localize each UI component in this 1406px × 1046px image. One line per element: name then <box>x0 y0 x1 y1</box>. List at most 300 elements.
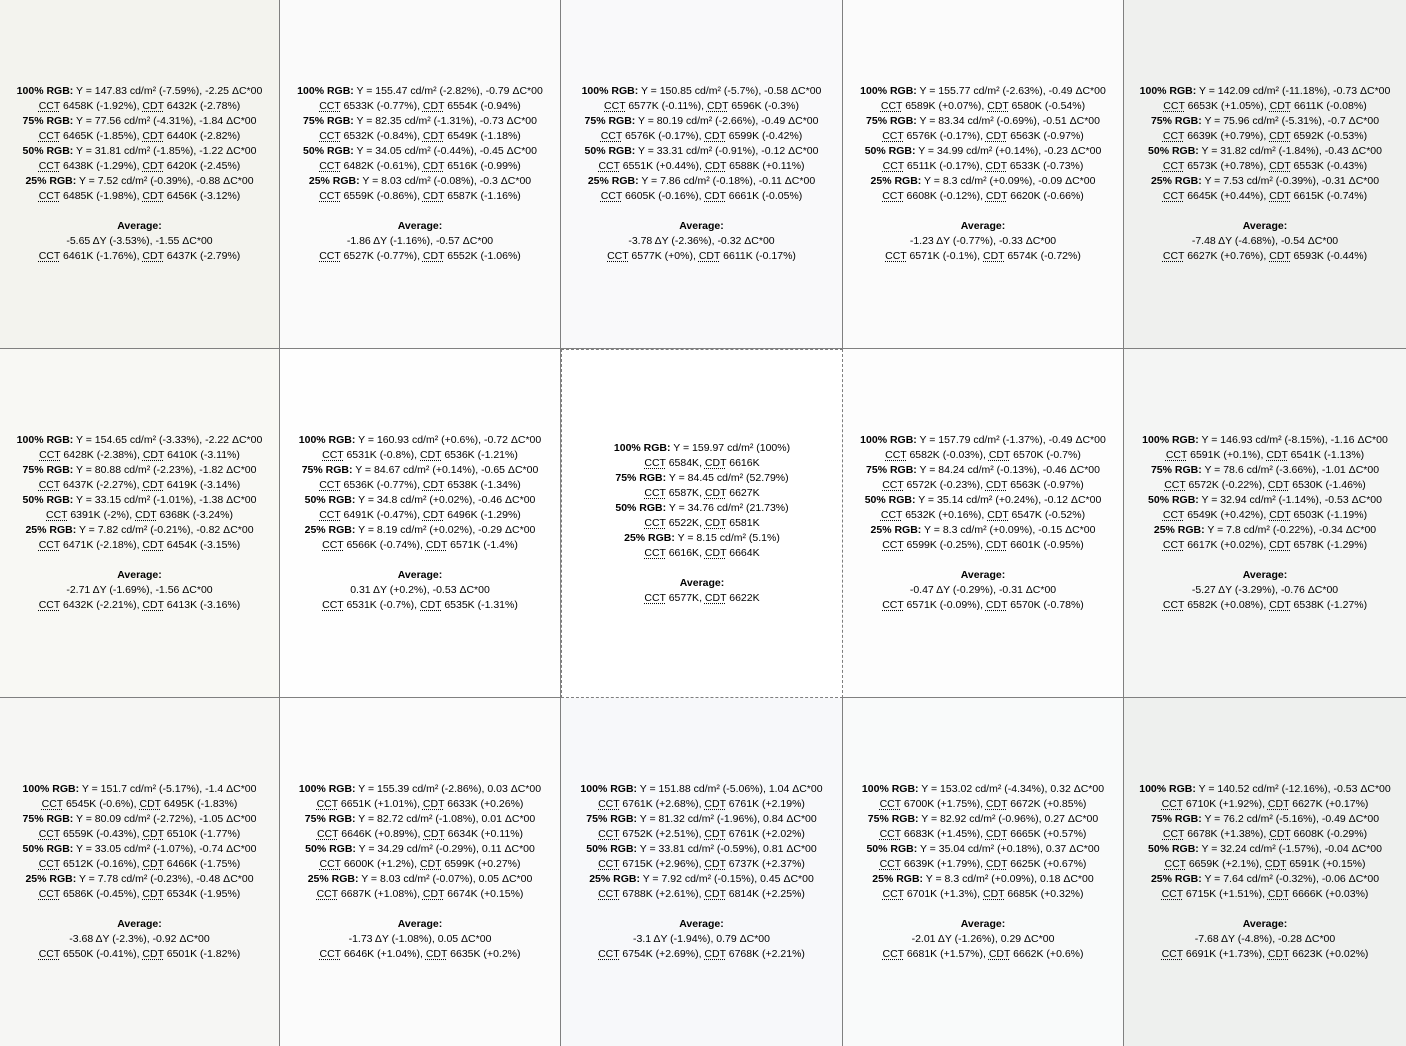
luminance-value: Y = 142.09 cd/m² (-11.18%), -0.73 ΔC*00 <box>1198 85 1391 97</box>
average-delta: -3.68 ΔY (-2.3%), -0.92 ΔC*00 <box>69 933 210 945</box>
cct-abbr: CCT <box>1161 798 1183 810</box>
temperature-line: CCT 6582K (+0.08%), CDT 6538K (-1.27%) <box>1162 599 1368 611</box>
luminance-value: Y = 157.79 cd/m² (-1.37%), -0.49 ΔC*00 <box>919 434 1106 446</box>
cdt-abbr: CDT <box>422 888 445 900</box>
average-delta: -5.27 ΔY (-3.29%), -0.76 ΔC*00 <box>1191 584 1339 596</box>
luminance-value: Y = 33.15 cd/m² (-1.01%), -1.38 ΔC*00 <box>76 494 257 506</box>
level-label: 25% RGB: <box>1150 873 1202 885</box>
level-label: 50% RGB: <box>1148 843 1199 855</box>
level-label: 50% RGB: <box>22 843 74 855</box>
cdt-abbr: CDT <box>1269 190 1291 202</box>
luminance-value: Y = 151.7 cd/m² (-5.17%), -1.4 ΔC*00 <box>81 783 257 795</box>
cdt-abbr: CDT <box>704 948 726 960</box>
temperature-line: CCT 6599K (-0.25%), CDT 6601K (-0.95%) <box>882 539 1084 551</box>
cct-abbr: CCT <box>38 160 61 172</box>
cdt-value: 6633K (+0.26%) <box>447 798 524 810</box>
cct-abbr: CCT <box>604 100 626 112</box>
temperature-line: CCT 6589K (+0.07%), CDT 6580K (-0.54%) <box>880 100 1086 112</box>
luminance-line <box>1124 812 1406 827</box>
temperature-line: CCT 6646K (+0.89%), CDT 6634K (+0.11%) <box>316 828 524 840</box>
luminance-value: Y = 155.39 cd/m² (-2.86%), 0.03 ΔC*00 <box>358 783 542 795</box>
luminance-line <box>843 493 1123 508</box>
cct-abbr: CCT <box>1165 449 1188 461</box>
cct-abbr: CCT <box>1162 539 1185 551</box>
cct-abbr: CCT <box>644 457 666 469</box>
luminance-value: Y = 8.03 cd/m² (-0.07%), 0.05 ΔC*00 <box>361 873 533 885</box>
cct-abbr: CCT <box>319 479 341 491</box>
cct-abbr: CCT <box>598 948 620 960</box>
luminance-line <box>562 531 842 546</box>
cct-value: 6691K (+1.73%) <box>1185 948 1263 960</box>
luminance-value: Y = 33.81 cd/m² (-0.59%), 0.81 ΔC*00 <box>639 843 817 855</box>
cdt-abbr: CDT <box>985 539 1008 551</box>
cct-value: 6432K (-2.21%) <box>63 599 137 611</box>
luminance-line <box>0 812 279 827</box>
luminance-value: Y = 154.65 cd/m² (-3.33%), -2.22 ΔC*00 <box>76 434 263 446</box>
temperature-line: CCT 6458K (-1.92%), CDT 6432K (-2.78%) <box>38 100 241 112</box>
cct-value: 6646K (+1.04%) <box>343 948 420 960</box>
temperature-line: CCT 6428K (-2.38%), CDT 6410K (-3.11%) <box>39 449 240 461</box>
cct-value: 6752K (+2.51%) <box>622 828 699 840</box>
temperature-line: CCT 6577K, CDT 6622K <box>644 592 760 604</box>
cdt-abbr: CDT <box>706 100 729 112</box>
cdt-value: 6616K <box>729 457 760 469</box>
cct-value: 6465K (-1.85%) <box>63 130 137 142</box>
reference-cell <box>561 349 843 698</box>
temperature-line: CCT 6752K (+2.51%), CDT 6761K (+2.02%) <box>598 828 805 840</box>
cct-value: 6651K (+1.01%) <box>340 798 418 810</box>
luminance-value: Y = 34.05 cd/m² (-0.44%), -0.45 ΔC*00 <box>356 145 537 157</box>
average-delta: 0.31 ΔY (+0.2%), -0.53 ΔC*00 <box>350 584 490 596</box>
cdt-abbr: CDT <box>1269 599 1291 611</box>
luminance-value: Y = 34.99 cd/m² (+0.14%), -0.23 ΔC*00 <box>918 145 1102 157</box>
cct-abbr: CCT <box>598 828 620 840</box>
cdt-value: 6581K <box>729 517 760 529</box>
temperature-line: CCT 6571K (-0.09%), CDT 6570K (-0.78%) <box>882 599 1084 611</box>
level-label: 100% RGB: <box>581 85 639 97</box>
cdt-abbr: CDT <box>422 479 445 491</box>
temperature-line: CCT 6659K (+2.1%), CDT 6591K (+0.15%) <box>1164 858 1366 870</box>
cct-abbr: CCT <box>879 798 901 810</box>
cdt-abbr: CDT <box>422 160 445 172</box>
luminance-line <box>0 493 279 508</box>
cct-abbr: CCT <box>319 100 341 112</box>
luminance-value: Y = 33.31 cd/m² (-0.91%), -0.12 ΔC*00 <box>638 145 819 157</box>
average-delta: -3.78 ΔY (-2.36%), -0.32 ΔC*00 <box>628 235 775 247</box>
level-label: 100% RGB: <box>1142 434 1199 446</box>
cct-abbr: CCT <box>319 858 341 870</box>
cct-abbr: CCT <box>38 130 61 142</box>
cct-value: 6571K (-0.1%) <box>909 250 978 262</box>
cct-abbr: CCT <box>316 888 338 900</box>
cdt-abbr: CDT <box>139 798 161 810</box>
luminance-line <box>280 174 560 189</box>
luminance-value: Y = 150.85 cd/m² (-5.7%), -0.58 ΔC*00 <box>640 85 822 97</box>
cdt-abbr: CDT <box>704 798 726 810</box>
luminance-line <box>1124 114 1406 129</box>
luminance-line <box>1124 144 1406 159</box>
luminance-value: Y = 155.47 cd/m² (-2.82%), -0.79 ΔC*00 <box>356 85 543 97</box>
luminance-line <box>280 144 560 159</box>
cdt-value: 6601K (-0.95%) <box>1010 539 1084 551</box>
cdt-abbr: CDT <box>983 250 1005 262</box>
cct-value: 6545K (-0.6%) <box>65 798 134 810</box>
luminance-line <box>843 84 1123 99</box>
cct-value: 6536K (-0.77%) <box>343 479 418 491</box>
level-label: 50% RGB: <box>866 843 918 855</box>
level-label: 100% RGB: <box>22 783 80 795</box>
cct-abbr: CCT <box>38 539 61 551</box>
cdt-value: 6665K (+0.57%) <box>1010 828 1087 840</box>
cdt-value: 6440K (-2.82%) <box>166 130 241 142</box>
luminance-value: Y = 84.67 cd/m² (+0.14%), -0.65 ΔC*00 <box>355 464 539 476</box>
cct-value: 6646K (+0.89%) <box>341 828 418 840</box>
cct-abbr: CCT <box>1163 100 1185 112</box>
luminance-value: Y = 78.6 cd/m² (-3.66%), -1.01 ΔC*00 <box>1204 464 1380 476</box>
cdt-value: 6666K (+0.03%) <box>1292 888 1369 900</box>
cdt-abbr: CDT <box>142 130 164 142</box>
average-title: Average: <box>397 220 443 232</box>
cct-value: 6576K (-0.17%) <box>906 130 981 142</box>
cdt-value: 6627K (+0.17%) <box>1292 798 1369 810</box>
cdt-abbr: CDT <box>142 858 164 870</box>
cdt-abbr: CDT <box>1269 130 1291 142</box>
temperature-line: CCT 6651K (+1.01%), CDT 6633K (+0.26%) <box>316 798 524 810</box>
cdt-value: 6580K (-0.54%) <box>1011 100 1086 112</box>
luminance-value: Y = 80.19 cd/m² (-2.66%), -0.49 ΔC*00 <box>638 115 819 127</box>
cdt-value: 6761K (+2.02%) <box>728 828 805 840</box>
cct-abbr: CCT <box>316 798 338 810</box>
cct-value: 6639K (+1.79%) <box>903 858 981 870</box>
luminance-value: Y = 7.64 cd/m² (-0.32%), -0.06 ΔC*00 <box>1204 873 1380 885</box>
cdt-value: 6625K (+0.67%) <box>1010 858 1087 870</box>
cct-abbr: CCT <box>1162 160 1185 172</box>
luminance-line <box>843 782 1123 797</box>
cdt-abbr: CDT <box>142 539 164 551</box>
cdt-value: 6368K (-3.24%) <box>159 509 233 521</box>
level-label: 100% RGB: <box>860 85 917 97</box>
cct-abbr: CCT <box>885 250 907 262</box>
cct-value: 6559K (-0.43%) <box>63 828 137 840</box>
luminance-line <box>280 842 560 857</box>
cdt-value: 6623K (+0.02%) <box>1292 948 1369 960</box>
temperature-line: CCT 6531K (-0.8%), CDT 6536K (-1.21%) <box>322 449 518 461</box>
luminance-value: Y = 35.14 cd/m² (+0.24%), -0.12 ΔC*00 <box>918 494 1102 506</box>
cct-abbr: CCT <box>38 948 61 960</box>
cct-value: 6461K (-1.76%) <box>63 250 137 262</box>
cct-value: 6582K (+0.08%) <box>1187 599 1264 611</box>
temperature-line: CCT 6582K (-0.03%), CDT 6570K (-0.7%) <box>885 449 1081 461</box>
cct-value: 6531K (-0.8%) <box>346 449 415 461</box>
cdt-value: 6547K (-0.52%) <box>1011 509 1086 521</box>
temperature-line: CCT 6576K (-0.17%), CDT 6563K (-0.97%) <box>882 130 1084 142</box>
cct-value: 6572K (-0.22%) <box>1188 479 1263 491</box>
average-delta: -7.68 ΔY (-4.8%), -0.28 ΔC*00 <box>1194 933 1336 945</box>
cct-value: 6586K (-0.45%) <box>63 888 137 900</box>
cdt-value: 6622K <box>729 592 760 604</box>
cdt-abbr: CDT <box>422 250 445 262</box>
cdt-value: 6634K (+0.11%) <box>447 828 524 840</box>
cct-abbr: CCT <box>322 539 344 551</box>
luminance-line <box>0 174 279 189</box>
cct-abbr: CCT <box>644 547 666 559</box>
level-label: 75% RGB: <box>301 464 353 476</box>
cdt-abbr: CDT <box>985 190 1008 202</box>
luminance-value: Y = 31.82 cd/m² (-1.84%), -0.43 ΔC*00 <box>1201 145 1382 157</box>
cdt-abbr: CDT <box>704 547 727 559</box>
cdt-value: 6501K (-1.82%) <box>166 948 241 960</box>
level-label: 100% RGB: <box>860 434 917 446</box>
luminance-line <box>280 872 560 887</box>
cct-abbr: CCT <box>319 948 341 960</box>
luminance-line <box>1124 463 1406 478</box>
temperature-line: CCT 6608K (-0.12%), CDT 6620K (-0.66%) <box>882 190 1084 202</box>
luminance-value: Y = 140.52 cd/m² (-12.16%), -0.53 ΔC*00 <box>1198 783 1391 795</box>
luminance-line <box>280 523 560 538</box>
luminance-value: Y = 34.76 cd/m² (21.73%) <box>668 502 789 514</box>
cct-value: 6645K (+0.44%) <box>1187 190 1264 202</box>
temperature-line: CCT 6572K (-0.22%), CDT 6530K (-1.46%) <box>1164 479 1366 491</box>
cdt-abbr: CDT <box>422 798 445 810</box>
cdt-value: 6530K (-1.46%) <box>1292 479 1366 491</box>
temperature-line: CCT 6645K (+0.44%), CDT 6615K (-0.74%) <box>1162 190 1368 202</box>
luminance-value: Y = 8.3 cd/m² (+0.09%), 0.18 ΔC*00 <box>925 873 1094 885</box>
temperature-line: CCT 6646K (+1.04%), CDT 6635K (+0.2%) <box>319 948 521 960</box>
temperature-line: CCT 6587K, CDT 6627K <box>644 487 760 499</box>
level-label: 100% RGB: <box>861 783 919 795</box>
cdt-value: 6413K (-3.16%) <box>166 599 241 611</box>
level-label: 75% RGB: <box>1150 813 1202 825</box>
cct-abbr: CCT <box>1162 250 1185 262</box>
cct-abbr: CCT <box>322 449 344 461</box>
cdt-value: 6674K (+0.15%) <box>447 888 524 900</box>
temperature-line: CCT 6687K (+1.08%), CDT 6674K (+0.15%) <box>316 888 524 900</box>
temperature-line: CCT 6616K, CDT 6664K <box>644 547 760 559</box>
cdt-value: 6588K (+0.11%) <box>729 160 805 172</box>
temperature-line: CCT 6465K (-1.85%), CDT 6440K (-2.82%) <box>38 130 241 142</box>
cdt-value: 6685K (+0.32%) <box>1007 888 1084 900</box>
cct-value: 6485K (-1.98%) <box>63 190 137 202</box>
cdt-abbr: CDT <box>1267 948 1290 960</box>
cct-value: 6600K (+1.2%) <box>343 858 415 870</box>
level-label: 25% RGB: <box>1150 175 1202 187</box>
cdt-abbr: CDT <box>420 858 442 870</box>
temperature-line: CCT 6485K (-1.98%), CDT 6456K (-3.12%) <box>38 190 241 202</box>
cdt-value: 6503K (-1.19%) <box>1293 509 1368 521</box>
temperature-line: CCT 6573K (+0.78%), CDT 6553K (-0.43%) <box>1162 160 1368 172</box>
cct-value: 6710K (+1.92%) <box>1185 798 1263 810</box>
luminance-value: Y = 32.24 cd/m² (-1.57%), -0.04 ΔC*00 <box>1201 843 1382 855</box>
cct-abbr: CCT <box>598 888 620 900</box>
luminance-line <box>280 782 560 797</box>
cdt-abbr: CDT <box>988 449 1011 461</box>
luminance-value: Y = 151.88 cd/m² (-5.06%), 1.04 ΔC*00 <box>639 783 823 795</box>
cdt-value: 6420K (-2.45%) <box>166 160 241 172</box>
luminance-value: Y = 160.93 cd/m² (+0.6%), -0.72 ΔC*00 <box>358 434 542 446</box>
cdt-abbr: CDT <box>988 948 1011 960</box>
luminance-line <box>1124 523 1406 538</box>
luminance-value: Y = 84.24 cd/m² (-0.13%), -0.46 ΔC*00 <box>919 464 1100 476</box>
level-label: 75% RGB: <box>22 115 74 127</box>
cdt-abbr: CDT <box>422 190 445 202</box>
cct-value: 6550K (-0.41%) <box>63 948 137 960</box>
cct-value: 6437K (-2.27%) <box>63 479 137 491</box>
level-label: 25% RGB: <box>589 873 640 885</box>
level-label: 25% RGB: <box>25 873 77 885</box>
cdt-abbr: CDT <box>698 250 721 262</box>
luminance-value: Y = 80.88 cd/m² (-2.23%), -1.82 ΔC*00 <box>76 464 257 476</box>
cct-value: 6512K (-0.16%) <box>63 858 137 870</box>
temperature-line: CCT 6572K (-0.23%), CDT 6563K (-0.97%) <box>882 479 1084 491</box>
temperature-line: CCT 6683K (+1.45%), CDT 6665K (+0.57%) <box>879 828 1087 840</box>
luminance-value: Y = 84.45 cd/m² (52.79%) <box>668 472 789 484</box>
cct-value: 6591K (+0.1%) <box>1190 449 1261 461</box>
cdt-value: 6553K (-0.43%) <box>1293 160 1368 172</box>
temperature-line: CCT 6586K (-0.45%), CDT 6534K (-1.95%) <box>38 888 241 900</box>
measurement-cell <box>843 698 1124 1046</box>
temperature-line: CCT 6482K (-0.61%), CDT 6516K (-0.99%) <box>319 160 521 172</box>
cdt-value: 6538K (-1.27%) <box>1293 599 1368 611</box>
cdt-value: 6574K (-0.72%) <box>1007 250 1081 262</box>
average-title: Average: <box>117 569 162 581</box>
temperature-line: CCT 6617K (+0.02%), CDT 6578K (-1.29%) <box>1162 539 1368 551</box>
cct-abbr: CCT <box>1162 599 1185 611</box>
luminance-line <box>1124 174 1406 189</box>
luminance-line <box>843 812 1123 827</box>
cct-value: 6531K (-0.7%) <box>346 599 415 611</box>
cct-abbr: CCT <box>1161 948 1183 960</box>
cdt-abbr: CDT <box>422 100 445 112</box>
luminance-line <box>561 174 842 189</box>
measurement-cell <box>280 0 561 349</box>
cct-abbr: CCT <box>38 250 61 262</box>
cdt-abbr: CDT <box>142 888 164 900</box>
temperature-line: CCT 6701K (+1.3%), CDT 6685K (+0.32%) <box>882 888 1084 900</box>
cct-value: 6511K (-0.17%) <box>906 160 980 172</box>
luminance-value: Y = 31.81 cd/m² (-1.85%), -1.22 ΔC*00 <box>76 145 257 157</box>
level-label: 50% RGB: <box>584 145 636 157</box>
temperature-line: CCT 6461K (-1.76%), CDT 6437K (-2.79%) <box>38 250 241 262</box>
luminance-line <box>561 114 842 129</box>
temperature-line: CCT 6551K (+0.44%), CDT 6588K (+0.11%) <box>598 160 805 172</box>
cdt-abbr: CDT <box>985 798 1008 810</box>
luminance-line <box>0 842 279 857</box>
cct-abbr: CCT <box>644 592 666 604</box>
cct-abbr: CCT <box>319 130 341 142</box>
luminance-value: Y = 82.92 cd/m² (-0.96%), 0.27 ΔC*00 <box>921 813 1099 825</box>
level-label: 100% RGB: <box>16 85 74 97</box>
temperature-line: CCT 6532K (+0.16%), CDT 6547K (-0.52%) <box>880 509 1086 521</box>
luminance-line <box>1124 872 1406 887</box>
luminance-line <box>0 523 279 538</box>
cdt-value: 6536K (-1.21%) <box>444 449 518 461</box>
luminance-value: Y = 159.97 cd/m² (100%) <box>673 442 791 454</box>
luminance-line <box>0 782 279 797</box>
cdt-abbr: CDT <box>1267 479 1290 491</box>
cdt-abbr: CDT <box>423 828 445 840</box>
cct-abbr: CCT <box>882 130 904 142</box>
cdt-abbr: CDT <box>142 160 164 172</box>
cct-value: 6678K (+1.38%) <box>1187 828 1264 840</box>
cct-value: 6754K (+2.69%) <box>622 948 699 960</box>
temperature-line: CCT 6437K (-2.27%), CDT 6419K (-3.14%) <box>38 479 241 491</box>
level-label: 100% RGB: <box>297 85 354 97</box>
cct-value: 6527K (-0.77%) <box>343 250 418 262</box>
cct-abbr: CCT <box>600 190 623 202</box>
cct-value: 6683K (+1.45%) <box>903 828 981 840</box>
temperature-line: CCT 6715K (+1.51%), CDT 6666K (+0.03%) <box>1161 888 1369 900</box>
cdt-value: 6620K (-0.66%) <box>1010 190 1084 202</box>
level-label: 75% RGB: <box>866 464 917 476</box>
cct-value: 6687K (+1.08%) <box>340 888 418 900</box>
luminance-line <box>561 144 842 159</box>
luminance-line <box>843 114 1123 129</box>
average-delta: -5.65 ΔY (-3.53%), -1.55 ΔC*00 <box>66 235 213 247</box>
average-title: Average: <box>960 220 1006 232</box>
luminance-value: Y = 8.03 cd/m² (-0.08%), -0.3 ΔC*00 <box>362 175 532 187</box>
average-title: Average: <box>1242 918 1288 930</box>
cdt-abbr: CDT <box>704 888 726 900</box>
cdt-abbr: CDT <box>1266 449 1288 461</box>
luminance-value: Y = 82.72 cd/m² (-1.08%), 0.01 ΔC*00 <box>358 813 536 825</box>
luminance-value: Y = 7.78 cd/m² (-0.23%), -0.48 ΔC*00 <box>78 873 254 885</box>
cdt-value: 6541K (-1.13%) <box>1290 449 1365 461</box>
cct-abbr: CCT <box>1161 888 1183 900</box>
cdt-abbr: CDT <box>704 592 727 604</box>
luminance-line <box>0 872 279 887</box>
cdt-value: 6454K (-3.15%) <box>166 539 241 551</box>
cdt-value: 6456K (-3.12%) <box>166 190 241 202</box>
cdt-abbr: CDT <box>985 858 1008 870</box>
cdt-abbr: CDT <box>1267 798 1290 810</box>
level-label: 25% RGB: <box>25 175 77 187</box>
level-label: 25% RGB: <box>1153 524 1205 536</box>
level-label: 100% RGB: <box>298 783 356 795</box>
cdt-abbr: CDT <box>704 828 726 840</box>
cct-abbr: CCT <box>882 948 904 960</box>
cdt-value: 6534K (-1.95%) <box>166 888 241 900</box>
cdt-value: 6599K (+0.27%) <box>444 858 521 870</box>
cct-abbr: CCT <box>38 479 61 491</box>
cdt-value: 6596K (-0.3%) <box>731 100 799 112</box>
average-title: Average: <box>1242 220 1288 232</box>
cdt-value: 6554K (-0.94%) <box>447 100 521 112</box>
cdt-abbr: CDT <box>985 599 1008 611</box>
cct-abbr: CCT <box>598 798 620 810</box>
cct-abbr: CCT <box>1162 509 1185 521</box>
luminance-value: Y = 32.94 cd/m² (-1.14%), -0.53 ΔC*00 <box>1201 494 1382 506</box>
measurement-cell <box>561 0 843 349</box>
cct-value: 6761K (+2.68%) <box>622 798 699 810</box>
luminance-line <box>561 782 842 797</box>
luminance-value: Y = 7.82 cd/m² (-0.21%), -0.82 ΔC*00 <box>78 524 254 536</box>
cdt-value: 6591K (+0.15%) <box>1289 858 1366 870</box>
luminance-line <box>843 463 1123 478</box>
cdt-value: 6533K (-0.73%) <box>1009 160 1084 172</box>
temperature-line: CCT 6527K (-0.77%), CDT 6552K (-1.06%) <box>319 250 521 262</box>
luminance-line <box>843 872 1123 887</box>
temperature-line: CCT 6584K, CDT 6616K <box>644 457 760 469</box>
temperature-line: CCT 6432K (-2.21%), CDT 6413K (-3.16%) <box>38 599 241 611</box>
cct-abbr: CCT <box>879 858 901 870</box>
cdt-abbr: CDT <box>1269 100 1292 112</box>
cdt-value: 6570K (-0.7%) <box>1013 449 1081 461</box>
cdt-abbr: CDT <box>985 828 1008 840</box>
cdt-value: 6672K (+0.85%) <box>1010 798 1087 810</box>
cct-value: 6584K <box>668 457 700 469</box>
cct-value: 6788K (+2.61%) <box>622 888 699 900</box>
cdt-value: 6593K (-0.44%) <box>1293 250 1368 262</box>
